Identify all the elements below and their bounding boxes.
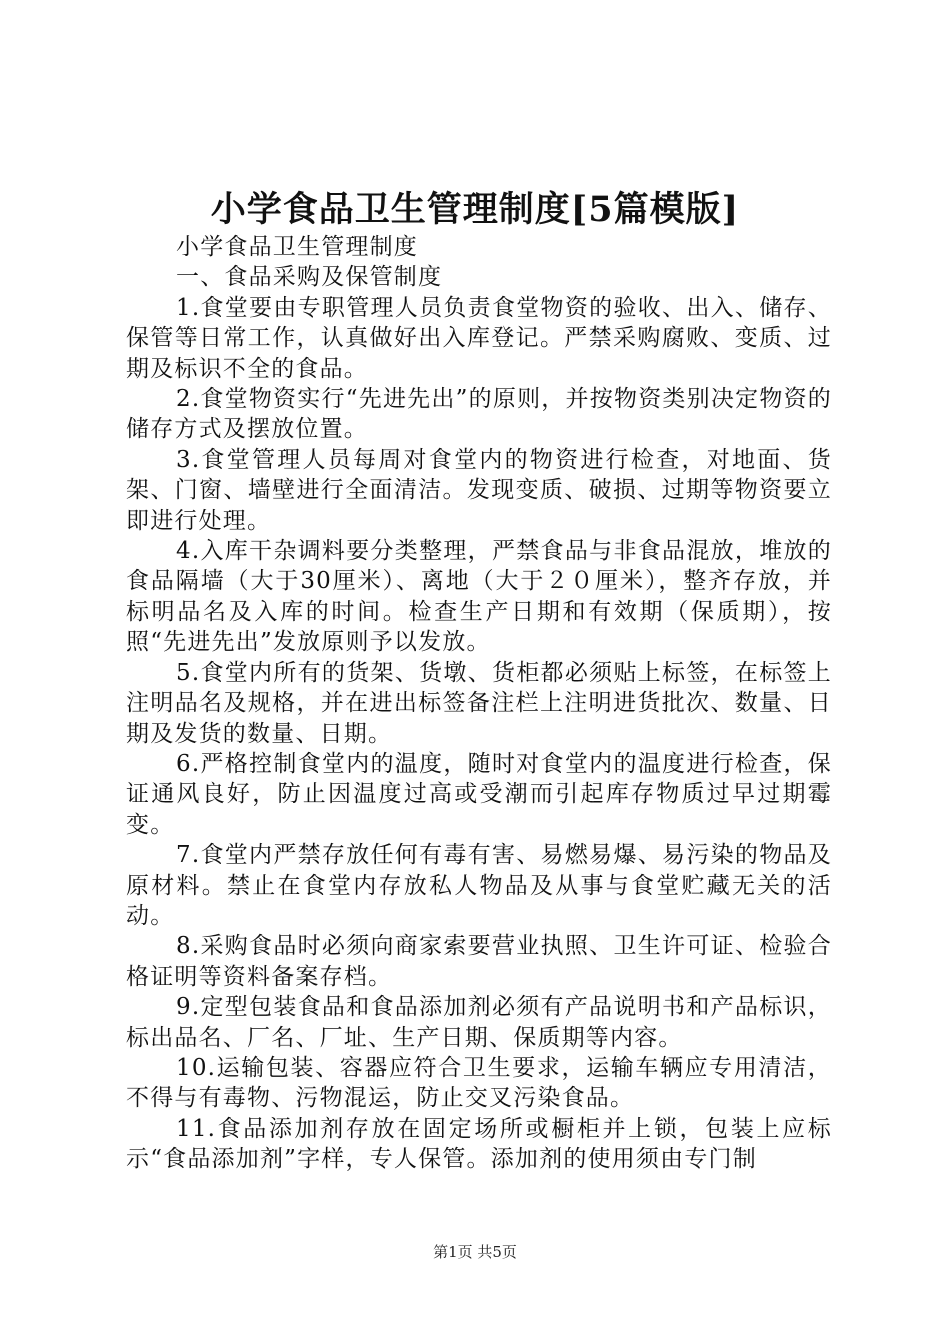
paragraph-item-4: 4.入库干杂调料要分类整理，严禁食品与非食品混放，堆放的食品隔墙（大于30厘米）、离地（大于２０厘米），整齐存放，并标明品名及入库的时间。检查生产日期和有效期（保质期），按照“先进先出”发放原则予以发放。 (126, 538, 832, 656)
paragraph-item-7: 7.食堂内严禁存放任何有毒有害、易燃易爆、易污染的物品及原材料。禁止在食堂内存放私人物品及从事与食堂贮藏无关的活动。 (126, 842, 832, 929)
paragraph-item-3: 3.食堂管理人员每周对食堂内的物资进行检查，对地面、货架、门窗、墙壁进行全面清洁。发现变质、破损、过期等物资要立即进行处理。 (126, 446, 832, 534)
paragraph-item-1: 1.食堂要由专职管理人员负责食堂物资的验收、出入、储存、保管等日常工作，认真做好出入库登记。严禁采购腐败、变质、过期及标识不全的食品。 (126, 294, 832, 382)
paragraph-item-5: 5.食堂内所有的货架、货墩、货柜都必须贴上标签，在标签上注明品名及规格，并在进出标签备注栏上注明进货批次、数量、日期及发货的数量、日期。 (126, 659, 832, 747)
paragraph-item-9: 9.定型包装食品和食品添加剂必须有产品说明书和产品标识，标出品名、厂名、厂址、生产日期、保质期等内容。 (126, 994, 832, 1051)
paragraph-item-6: 6.严格控制食堂内的温度，随时对食堂内的温度进行检查，保证通风良好，防止因温度过高或受潮而引起库存物质过早过期霉变。 (126, 750, 832, 838)
page-number-footer: 第1页 共5页 (433, 1243, 517, 1261)
paragraph-item-10: 10.运输包装、容器应符合卫生要求，运输车辆应专用清洁，不得与有毒物、污物混运，防止交叉污染食品。 (126, 1054, 832, 1112)
paragraph-section-heading: 一、食品采购及保管制度 (176, 264, 443, 291)
paragraph-subtitle: 小学食品卫生管理制度 (176, 234, 418, 260)
paragraph-item-2: 2.食堂物资实行“先进先出”的原则，并按物资类别决定物资的储存方式及摆放位置。 (126, 386, 832, 443)
paragraph-item-11: 11.食品添加剂存放在固定场所或橱柜并上锁，包装上应标示“食品添加剂”字样，专人保管。添加剂的使用须由专门制 (126, 1115, 832, 1173)
paragraph-item-8: 8.采购食品时必须向商家索要营业执照、卫生许可证、检验合格证明等资料备案存档。 (126, 933, 832, 990)
document-body (126, 232, 832, 1175)
document-title: 小学食品卫生管理制度[5篇模版] (210, 189, 740, 230)
